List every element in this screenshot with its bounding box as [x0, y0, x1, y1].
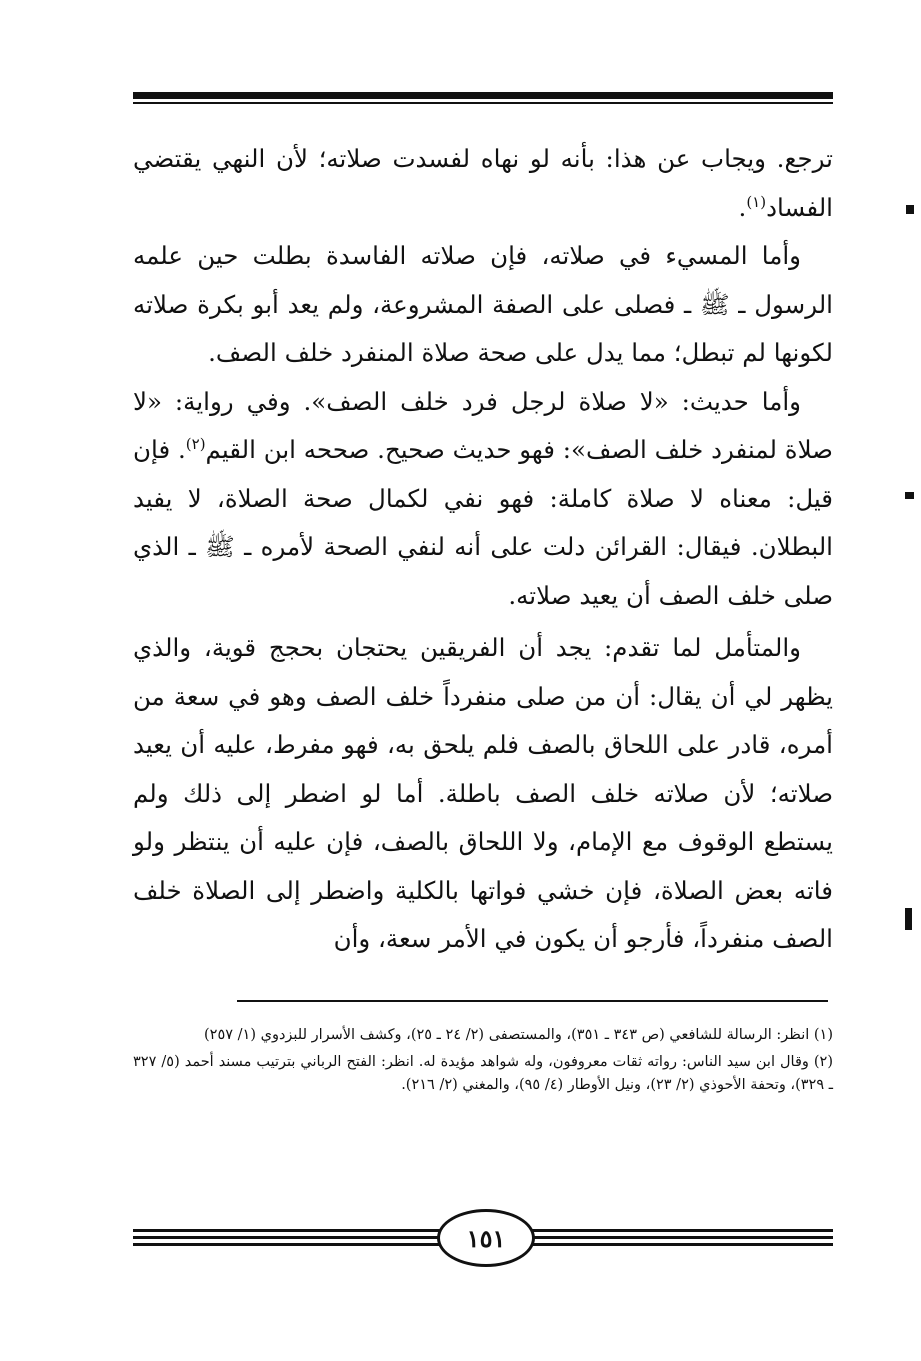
- footnote-1: (١) انظر: الرسالة للشافعي (ص ٣٤٣ ـ ٣٥١)، والمستصفى (٢/ ٢٤ ـ ٢٥)، وكشف الأسرار للبزدوي (١/ ٢٥٧): [203, 1027, 833, 1043]
- paragraph-1-text: ترجع. ويجاب عن هذا: بأنه لو نهاه لفسدت صلاته؛ لأن النهي يقتضي الفساد: [133, 144, 833, 222]
- footnote-separator: [237, 1000, 828, 1002]
- paragraph-3: [133, 378, 833, 621]
- paragraph-2: [133, 232, 833, 378]
- paragraph-1: [133, 135, 833, 232]
- paragraph-4-text: والمتأمل لما تقدم: يجد أن الفريقين يحتجان بحجج قوية، والذي يظهر لي أن يقال: أن من صلى منفرداً خلف الصف وهو في سعة من أمره، قادر على اللحاق بالصف فلم يلحق به، فهو مفرط، عليه أن يعيد صلاته؛ لأن صلاته خلف الصف باطلة. أما لو اضطر إلى ذلك ولم يستطع الوقوف مع الإمام، ولا اللحاق بالصف، فإن عليه أن ينتظر ولو فاته بعض الصلاة، فإن خشي فواتها بالكلية واضطر إلى الصلاة خلف الصف منفرداً، فأرجو أن يكون في الأمر سعة، وأن: [133, 633, 833, 953]
- page-number-badge: [437, 1209, 535, 1267]
- body-text: [133, 135, 833, 964]
- paragraph-3-cont: . فإن قيل: معناه لا صلاة كاملة: فهو نفي لكمال صحة الصلاة، لا يفيد البطلان. فيقال: القرائن دلت على أنه لنفي الصحة لأمره ـ ﷺ ـ الذي صلى خلف الصف أن يعيد صلاته.: [133, 435, 833, 610]
- footnote-ref-1: (١): [746, 192, 767, 211]
- edge-mark: [905, 492, 914, 499]
- paragraph-2-text: وأما المسيء في صلاته، فإن صلاته الفاسدة بطلت حين علمه الرسول ـ ﷺ ـ فصلى على الصفة المشروعة، ولم يعد أبو بكرة صلاته لكونها لم تبطل؛ مما يدل على صحة صلاة المنفرد خلف الصف.: [133, 241, 833, 367]
- paragraph-3-text: وأما حديث: «لا صلاة لرجل فرد خلف الصف». وفي رواية: «لا صلاة لمنفرد خلف الصف»: فهو حديث صحيح. صححه ابن القيم: [133, 386, 833, 464]
- edge-mark: [906, 205, 914, 214]
- page-number: ١٥١: [466, 1223, 506, 1253]
- header-rule-thick: [133, 92, 833, 99]
- header-rule-thin: [133, 102, 833, 104]
- footnote-2: (٢) وقال ابن سيد الناس: رواته ثقات معروفون، وله شواهد مؤيدة له. انظر: الفتح الرباني بترتيب مسند أحمد (٥/ ٣٢٧ ـ ٣٢٩)، وتحفة الأحوذي (٢/ ٢٣)، ونيل الأوطار (٤/ ٩٥)، والمغني (٢/ ٢١٦).: [133, 1053, 833, 1093]
- paragraph-1-end: .: [738, 192, 747, 222]
- footnote-ref-2: (٢): [185, 434, 206, 453]
- footnotes: [133, 1024, 833, 1101]
- edge-mark: [905, 908, 912, 930]
- paragraph-4: [133, 624, 833, 964]
